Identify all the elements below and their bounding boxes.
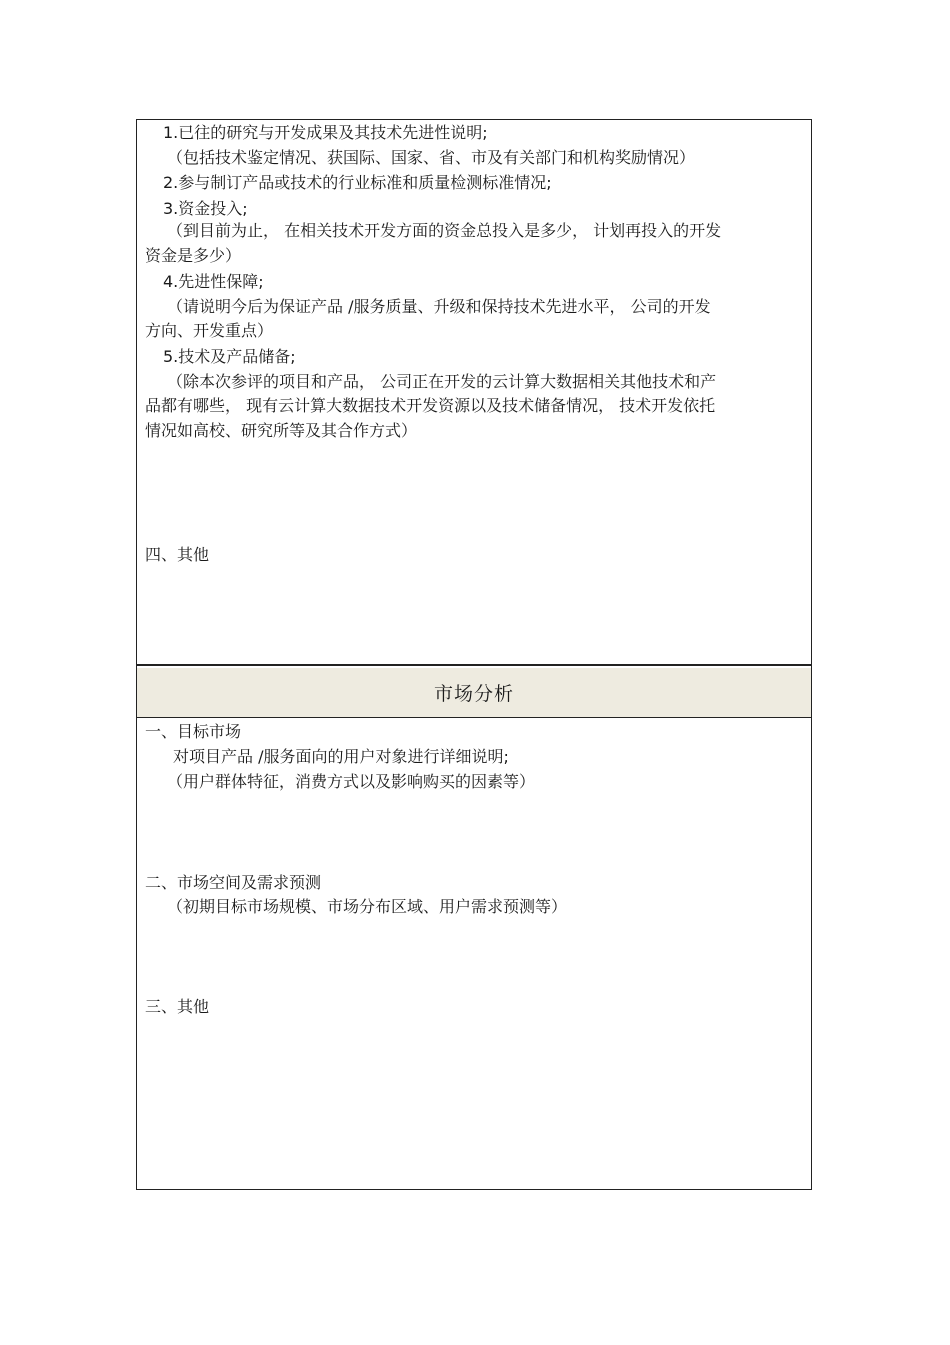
item5-title: 5.技术及产品储备; (163, 347, 296, 366)
item1-title: 1.已往的研究与开发成果及其技术先进性说明; (163, 123, 488, 142)
target-market-title: 一、目标市场 (145, 722, 242, 741)
item3-note-line1: （到目前为止， 在相关技术开发方面的资金总投入是多少， 计划再投入的开发 (167, 221, 722, 240)
target-market-note: （用户群体特征，消费方式以及影响购买的因素等） (167, 772, 536, 791)
item3-title: 3.资金投入; (163, 199, 248, 218)
item4-title: 4.先进性保障; (163, 272, 264, 291)
item5-note-line1: （除本次参评的项目和产品， 公司正在开发的云计算大数据相关其他技术和产 (167, 372, 717, 391)
item3-note-line2: 资金是多少） (145, 246, 242, 265)
item4-note-line1: （请说明今后为保证产品 /服务质量、升级和保持技术先进水平， 公司的开发 (167, 297, 711, 316)
item1-note: （包括技术鉴定情况、获国际、国家、省、市及有关部门和机构奖励情况） (167, 148, 696, 167)
market-analysis-title: 市场分析 (433, 683, 514, 705)
market-section (137, 719, 811, 1189)
target-market-desc: 对项目产品 /服务面向的用户对象进行详细说明; (173, 747, 509, 766)
market-analysis-header (137, 668, 811, 718)
item2-title: 2.参与制订产品或技术的行业标准和质量检测标准情况; (163, 173, 552, 192)
item5-note-line3: 情况如高校、研究所等及其合作方式） (145, 421, 418, 440)
technology-section (137, 120, 811, 666)
market-other-title: 三、其他 (145, 997, 210, 1016)
market-space-note: （初期目标市场规模、市场分布区域、用户需求预测等） (167, 897, 568, 916)
form-table (136, 119, 812, 1190)
tech-other-title: 四、其他 (145, 545, 210, 564)
market-space-title: 二、市场空间及需求预测 (145, 873, 322, 892)
item5-note-line2: 品都有哪些， 现有云计算大数据技术开发资源以及技术储备情况， 技术开发依托 (145, 396, 716, 415)
item4-note-line2: 方向、开发重点） (145, 321, 274, 340)
